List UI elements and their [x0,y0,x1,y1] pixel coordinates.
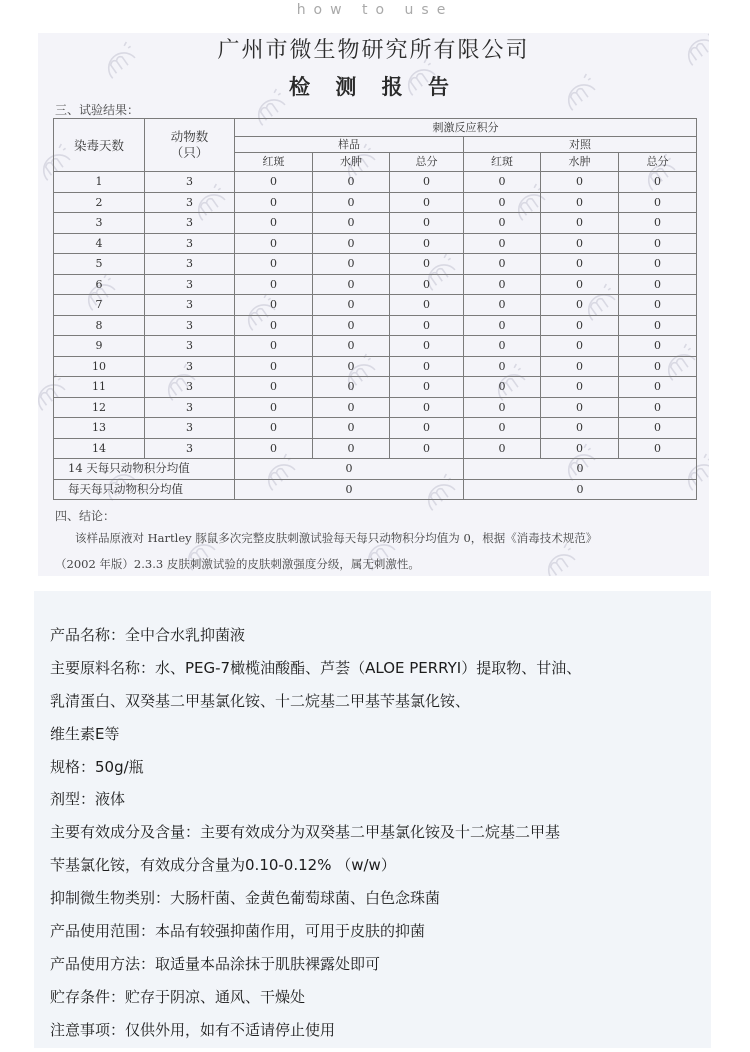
score-cell: 0 [619,438,697,459]
score-cell: 0 [541,172,619,193]
product-info-line: 抑制微生物类别：大肠杆菌、金黄色葡萄球菌、白色念珠菌 [50,889,441,908]
animals-cell: 3 [145,295,235,316]
table-row [54,233,697,254]
score-cell: 0 [619,295,697,316]
animals-cell: 3 [145,418,235,439]
score-cell: 0 [464,295,541,316]
score-cell: 0 [541,213,619,234]
score-cell: 0 [390,274,464,295]
report-org-title: 广州市微生物研究所有限公司 [217,38,530,63]
score-cell: 0 [464,418,541,439]
score-cell: 0 [313,213,390,234]
score-cell: 0 [390,295,464,316]
score-cell: 0 [541,233,619,254]
day-cell: 1 [54,172,145,193]
table-row [54,254,697,275]
score-cell: 0 [235,336,313,357]
score-cell: 0 [313,377,390,398]
score-cell: 0 [390,192,464,213]
animals-cell: 3 [145,254,235,275]
score-cell: 0 [619,213,697,234]
table-row [54,356,697,377]
score-cell: 0 [464,192,541,213]
day-cell: 10 [54,356,145,377]
table-row [54,336,697,357]
summary-sample-value: 0 [235,479,464,500]
score-cell: 0 [619,397,697,418]
score-cell: 0 [313,356,390,377]
score-cell: 0 [464,336,541,357]
score-cell: 0 [464,274,541,295]
score-cell: 0 [313,418,390,439]
sub-header-control-erythema: 红斑 [464,153,541,172]
report-doc-title: 检 测 报 告 [289,75,458,99]
animals-cell: 3 [145,233,235,254]
score-cell: 0 [390,377,464,398]
score-cell: 0 [464,438,541,459]
score-cell: 0 [313,192,390,213]
table-row [54,397,697,418]
score-cell: 0 [541,397,619,418]
score-cell: 0 [619,377,697,398]
score-cell: 0 [464,233,541,254]
group-header-sample: 样品 [235,137,464,153]
score-cell: 0 [313,295,390,316]
sub-header-sample-erythema: 红斑 [235,153,313,172]
score-cell: 0 [619,418,697,439]
col-header-animals [145,119,235,172]
score-cell: 0 [235,397,313,418]
score-cell: 0 [619,315,697,336]
score-cell: 0 [619,274,697,295]
score-cell: 0 [235,213,313,234]
score-cell: 0 [464,254,541,275]
product-info-panel [34,591,711,1048]
product-info-line: 主要有效成分及含量：主要有效成分为双癸基二甲基氯化铵及十二烷基二甲基 [50,823,561,842]
table-row [54,213,697,234]
score-cell: 0 [313,172,390,193]
score-cell: 0 [541,192,619,213]
product-info-line: 注意事项：仅供外用，如有不适请停止使用 [50,1020,336,1039]
score-cell: 0 [464,377,541,398]
table-row [54,315,697,336]
product-info-line: 苄基氯化铵，有效成分含量为0.10-0.12% （w/w） [50,856,396,875]
score-cell: 0 [313,233,390,254]
score-cell: 0 [464,172,541,193]
animals-cell: 3 [145,192,235,213]
score-cell: 0 [390,356,464,377]
score-cell: 0 [390,397,464,418]
score-cell: 0 [235,233,313,254]
score-cell: 0 [541,295,619,316]
day-cell: 9 [54,336,145,357]
test-report-document [38,33,709,576]
day-cell: 4 [54,233,145,254]
score-cell: 0 [390,254,464,275]
score-cell: 0 [619,233,697,254]
day-cell: 2 [54,192,145,213]
irritation-score-table [53,118,697,500]
col-header-animals-line2: （只） [170,145,209,160]
watermark-logo-icon [538,543,584,576]
score-cell: 0 [313,254,390,275]
how-to-use-caption: how to use [296,2,454,18]
score-cell: 0 [464,356,541,377]
score-cell: 0 [390,172,464,193]
score-cell: 0 [390,213,464,234]
summary-control-value: 0 [464,479,697,500]
score-cell: 0 [313,274,390,295]
col-header-animals-line1: 动物数 [170,129,209,144]
score-cell: 0 [619,254,697,275]
score-cell: 0 [541,315,619,336]
day-cell: 3 [54,213,145,234]
day-cell: 7 [54,295,145,316]
score-cell: 0 [235,356,313,377]
summary-row [54,459,697,480]
col-header-day: 染毒天数 [54,119,145,172]
score-cell: 0 [235,192,313,213]
animals-cell: 3 [145,377,235,398]
summary-label: 14 天每只动物积分均值 [54,459,235,480]
animals-cell: 3 [145,315,235,336]
table-row [54,192,697,213]
summary-row [54,479,697,500]
animals-cell: 3 [145,274,235,295]
animals-cell: 3 [145,438,235,459]
score-cell: 0 [390,336,464,357]
summary-sample-value: 0 [235,459,464,480]
table-row [54,438,697,459]
score-cell: 0 [619,356,697,377]
day-cell: 13 [54,418,145,439]
sub-header-control-total: 总分 [619,153,697,172]
score-cell: 0 [235,315,313,336]
sub-header-sample-edema: 水肿 [313,153,390,172]
score-cell: 0 [313,315,390,336]
table-row [54,295,697,316]
product-info-line: 产品使用方法：取适量本品涂抹于肌肤裸露处即可 [50,954,381,973]
score-cell: 0 [313,336,390,357]
conclusion-text-line-1: 该样品原液对 Hartley 豚鼠多次完整皮肤刺激试验每天每只动物积分均值为 0，根据《消毒技术规范》 [75,531,598,545]
table-row [54,274,697,295]
score-cell: 0 [541,418,619,439]
score-cell: 0 [235,438,313,459]
summary-control-value: 0 [464,459,697,480]
group-header-score: 刺激反应积分 [235,119,697,137]
score-cell: 0 [235,418,313,439]
product-info-line: 剂型：液体 [50,790,126,809]
day-cell: 6 [54,274,145,295]
product-info-line: 乳清蛋白、双癸基二甲基氯化铵、十二烷基二甲基苄基氯化铵、 [50,691,471,710]
score-cell: 0 [464,397,541,418]
score-cell: 0 [619,336,697,357]
animals-cell: 3 [145,336,235,357]
score-cell: 0 [235,172,313,193]
day-cell: 14 [54,438,145,459]
score-cell: 0 [464,315,541,336]
product-info-line: 规格：50g/瓶 [50,757,144,776]
score-cell: 0 [313,397,390,418]
score-cell: 0 [541,274,619,295]
score-cell: 0 [619,192,697,213]
score-cell: 0 [541,356,619,377]
table-row [54,377,697,398]
score-cell: 0 [313,438,390,459]
score-cell: 0 [619,172,697,193]
day-cell: 8 [54,315,145,336]
day-cell: 5 [54,254,145,275]
score-cell: 0 [390,418,464,439]
score-cell: 0 [235,274,313,295]
animals-cell: 3 [145,213,235,234]
summary-label: 每天每只动物积分均值 [54,479,235,500]
day-cell: 11 [54,377,145,398]
section-results-label: 三、试验结果： [55,103,140,117]
score-cell: 0 [235,254,313,275]
conclusion-text-line-2: （2002 年版）2.3.3 皮肤刺激试验的皮肤刺激强度分级，属无刺激性。 [55,557,420,571]
table-row [54,418,697,439]
score-cell: 0 [235,377,313,398]
score-cell: 0 [541,336,619,357]
product-info-line: 产品名称：全中合水乳抑菌液 [50,626,246,644]
product-info-line: 贮存条件：贮存于阴凉、通风、干燥处 [50,987,306,1006]
product-info-line: 产品使用范围：本品有较强抑菌作用，可用于皮肤的抑菌 [50,922,426,941]
score-cell: 0 [541,254,619,275]
product-info-line: 主要原料名称：水、PEG-7橄榄油酸酯、芦荟（ALOE PERRYI）提取物、甘油、 [50,658,582,677]
score-cell: 0 [390,438,464,459]
product-info-list [50,624,710,1052]
score-cell: 0 [541,438,619,459]
score-cell: 0 [390,315,464,336]
animals-cell: 3 [145,172,235,193]
table-row [54,172,697,193]
header-row-1 [54,119,697,137]
score-cell: 0 [235,295,313,316]
sub-header-control-edema: 水肿 [541,153,619,172]
animals-cell: 3 [145,397,235,418]
animals-cell: 3 [145,356,235,377]
score-cell: 0 [464,213,541,234]
group-header-control: 对照 [464,137,697,153]
sub-header-sample-total: 总分 [390,153,464,172]
section-conclusion-label: 四、结论： [55,509,116,523]
product-info-line: 维生素E等 [50,724,120,743]
day-cell: 12 [54,397,145,418]
score-cell: 0 [390,233,464,254]
score-cell: 0 [541,377,619,398]
